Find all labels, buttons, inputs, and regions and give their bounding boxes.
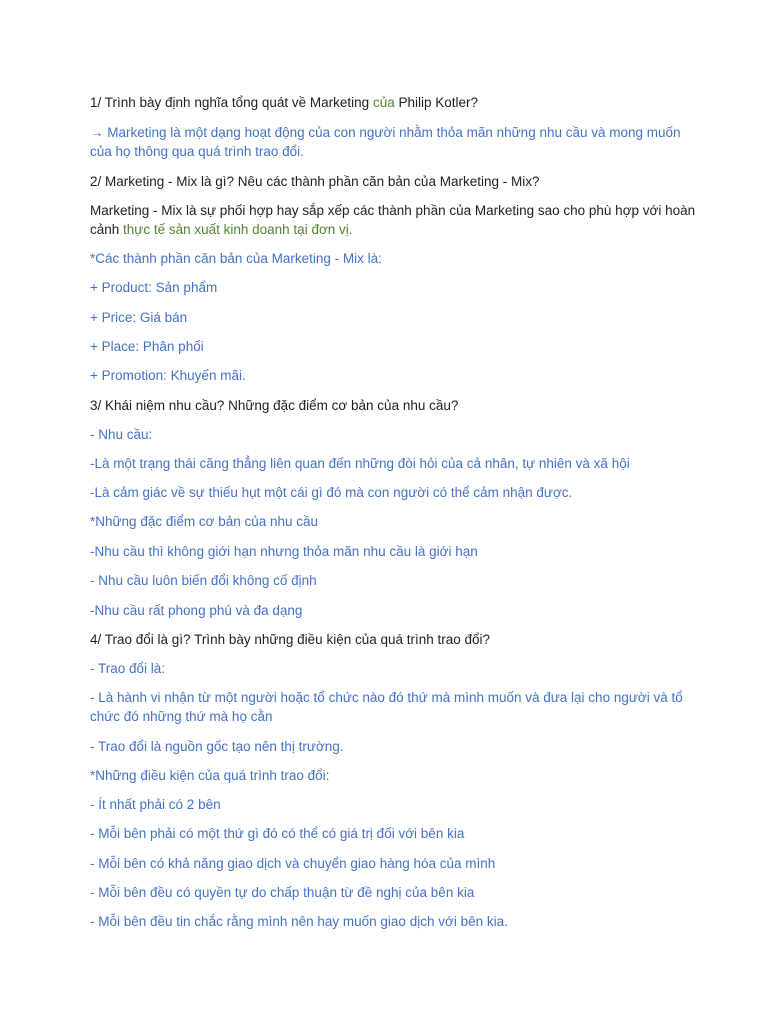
list-item: - Mỗi bên phải có một thứ gì đó có thể có giá trị đối với bên kia xyxy=(90,826,465,841)
answer-2 xyxy=(90,201,705,239)
list-item: *Những điều kiện của quá trình trao đổi: xyxy=(90,768,330,783)
answer-2-part-b: thực tế sản xuất kinh doanh tại đơn vị. xyxy=(123,222,353,237)
answer-2-part-a: Marketing - Mix là sự phối hợp hay sắp xếp các thành phần của Marketing sao cho phù hợp với hoàn cảnh xyxy=(90,203,696,237)
question-1-part-b: của xyxy=(372,95,395,110)
list-item: - Mỗi bên có khả năng giao dịch và chuyển giao hàng hóa của mình xyxy=(90,856,496,871)
list-item: - Ít nhất phải có 2 bên xyxy=(90,797,221,812)
list-item: -Là cảm giác về sự thiếu hụt một cái gì đó mà con người có thể cảm nhận được. xyxy=(90,485,573,500)
list-item: - Nhu cầu: xyxy=(90,427,153,442)
list-item: + Promotion: Khuyến mãi. xyxy=(90,368,246,383)
question-1-part-a: 1/ Trình bày định nghĩa tổng quát về Marketing xyxy=(90,95,373,110)
list-item: -Nhu cầu thì không giới hạn nhưng thỏa mãn nhu cầu là giới hạn xyxy=(90,544,478,559)
question-1 xyxy=(90,93,705,112)
list-item: + Product: Sản phẩm xyxy=(90,280,218,295)
list-item: -Là một trạng thái căng thẳng liên quan đến những đòi hỏi của cả nhân, tự nhiên và xã hội xyxy=(90,456,630,471)
question-3: 3/ Khái niệm nhu cầu? Những đặc điểm cơ bản của nhu cầu? xyxy=(90,398,459,413)
list-item: -Nhu cầu rất phong phú và đa dạng xyxy=(90,603,303,618)
question-2: 2/ Marketing - Mix là gì? Nêu các thành phần căn bản của Marketing - Mix? xyxy=(90,174,540,189)
answer-1: → Marketing là một dạng hoạt động của con người nhằm thỏa mãn những nhu cầu và mong muốn của họ thông qua quá trình trao đổi. xyxy=(90,125,681,159)
list-item: *Những đặc điểm cơ bản của nhu cầu xyxy=(90,514,319,529)
list-item: - Là hành vi nhận từ một người hoặc tổ chức nào đó thứ mà mình muốn và đưa lại cho người và tổ chức đó những thứ mà họ cằn xyxy=(90,690,683,724)
list-item: + Price: Giá bán xyxy=(90,310,188,325)
list-item: - Trao đổi là nguồn gốc tạo nên thị trường. xyxy=(90,739,344,754)
question-1-part-c: Philip Kotler? xyxy=(394,95,479,110)
list-item: - Mỗi bên đều tin chắc rằng mình nên hay muốn giao dịch với bên kia. xyxy=(90,914,508,929)
components-heading: *Các thành phần căn bản của Marketing - Mix là: xyxy=(90,251,382,266)
question-4: 4/ Trao đổi là gì? Trình bày những điều kiện của quá trình trao đổi? xyxy=(90,632,491,647)
list-item: - Nhu cầu luôn biến đổi không cố định xyxy=(90,573,317,588)
list-item: - Mỗi bên đều có quyền tự do chấp thuận từ đề nghị của bên kia xyxy=(90,885,475,900)
list-item: + Place: Phân phối xyxy=(90,339,204,354)
list-item: - Trao đổi là: xyxy=(90,661,166,676)
